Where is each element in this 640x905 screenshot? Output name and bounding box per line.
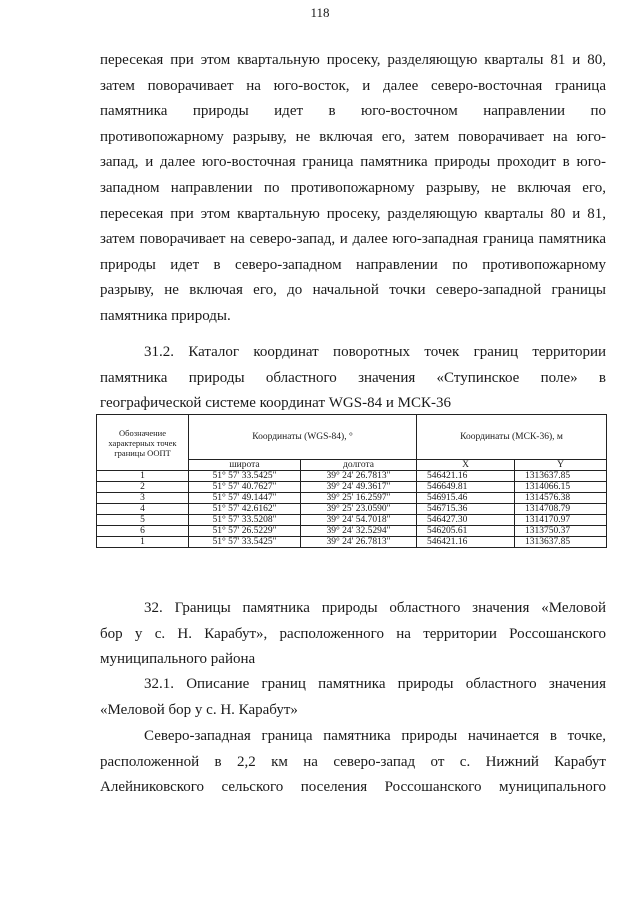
cell-point: 1 xyxy=(97,537,189,548)
text-line: затем поворачивает на северо-запад, и далее юго-западная граница памятника xyxy=(100,231,606,248)
cell-longitude: 39° 24' 49.3617" xyxy=(301,482,417,493)
cell-latitude: 51° 57' 26.5229" xyxy=(189,526,301,537)
text-line: бор у с. Н. Карабут», расположенного на территории Россошанского xyxy=(100,625,606,642)
cell-latitude: 51° 57' 42.6162" xyxy=(189,504,301,515)
paragraph-section-32-1-title xyxy=(100,672,606,723)
header-x: X xyxy=(417,460,515,471)
cell-longitude: 39° 25' 23.0590" xyxy=(301,504,417,515)
table-row xyxy=(97,493,607,504)
header-point-designation: Обозначение характерных точек границы ООПТ xyxy=(97,415,189,471)
cell-x: 546427.30 xyxy=(417,515,515,526)
coordinates-table xyxy=(96,414,607,548)
text-line: 32. Границы памятника природы областного значения «Меловой xyxy=(144,600,606,616)
text-line: памятника природы идет в юго-восточном направлении по xyxy=(100,103,606,120)
paragraph-karabut-description xyxy=(100,724,606,801)
text-line: разрыву, не включая его, до начальной точки северо-западной границы xyxy=(100,282,606,299)
cell-latitude: 51° 57' 33.5208" xyxy=(189,515,301,526)
cell-y: 1314066.15 xyxy=(515,482,607,493)
table-row xyxy=(97,482,607,493)
text-line: 31.2. Каталог координат поворотных точек границ территории xyxy=(144,344,606,360)
cell-point: 2 xyxy=(97,482,189,493)
text-line: затем поворачивает на юго-восток, и далее северо-восточная граница xyxy=(100,77,606,94)
cell-point: 3 xyxy=(97,493,189,504)
header-msk36: Координаты (МСК-36), м xyxy=(417,415,607,460)
text-line: 32.1. Описание границ памятника природы областного значения xyxy=(144,676,606,692)
table-row xyxy=(97,515,607,526)
header-y: Y xyxy=(515,460,607,471)
cell-y: 1314708.79 xyxy=(515,504,607,515)
text-line: природы идет в северо-западном направлении по противопожарному xyxy=(100,256,606,273)
cell-x: 546205.61 xyxy=(417,526,515,537)
paragraph-section-32-title xyxy=(100,596,606,673)
text-line: Северо-западная граница памятника природы начинается в точке, xyxy=(144,728,606,744)
text-line: противопожарному разрыву, не включая его, затем поворачивает на юго- xyxy=(100,128,606,145)
text-line: запад, и далее юго-восточная граница памятника природы проходит в юго- xyxy=(100,154,606,171)
cell-point: 6 xyxy=(97,526,189,537)
text-line: памятника природы. xyxy=(100,307,231,324)
text-line: «Меловой бор у с. Н. Карабут» xyxy=(100,701,298,718)
page-number: 118 xyxy=(310,5,330,20)
text-line: пересекая при этом квартальную просеку, разделяющую кварталы 80 и 81, xyxy=(100,205,606,222)
cell-y: 1313637.85 xyxy=(515,471,607,482)
cell-y: 1314170.97 xyxy=(515,515,607,526)
text-line: Алейниковского сельского поселения Россошанского муниципального xyxy=(100,779,606,796)
cell-x: 546649.81 xyxy=(417,482,515,493)
cell-latitude: 51° 57' 40.7627" xyxy=(189,482,301,493)
cell-x: 546715.36 xyxy=(417,504,515,515)
cell-point: 5 xyxy=(97,515,189,526)
header-longitude: долгота xyxy=(301,460,417,471)
header-latitude: широта xyxy=(189,460,301,471)
cell-longitude: 39° 24' 32.5294" xyxy=(301,526,417,537)
table-row xyxy=(97,537,607,548)
cell-y: 1313637.85 xyxy=(515,537,607,548)
cell-longitude: 39° 25' 16.2597" xyxy=(301,493,417,504)
cell-latitude: 51° 57' 49.1447" xyxy=(189,493,301,504)
cell-y: 1313750.37 xyxy=(515,526,607,537)
table-row xyxy=(97,504,607,515)
cell-latitude: 51° 57' 33.5425" xyxy=(189,471,301,482)
cell-point: 1 xyxy=(97,471,189,482)
cell-x: 546915.46 xyxy=(417,493,515,504)
cell-latitude: 51° 57' 33.5425" xyxy=(189,537,301,548)
text-line: пересекая при этом квартальную просеку, разделяющую кварталы 81 и 80, xyxy=(100,52,606,68)
text-line: расположенной в 2,2 км на северо-запад от с. Нижний Карабут xyxy=(100,753,606,770)
table-row xyxy=(97,471,607,482)
cell-point: 4 xyxy=(97,504,189,515)
text-line: западном направлении по противопожарному разрыву, не включая его, xyxy=(100,179,606,196)
text-line: муниципального района xyxy=(100,651,256,668)
paragraph-boundary-description xyxy=(100,48,606,330)
cell-x: 546421.16 xyxy=(417,537,515,548)
cell-y: 1314576.38 xyxy=(515,493,607,504)
cell-longitude: 39° 24' 54.7018" xyxy=(301,515,417,526)
paragraph-catalog-heading xyxy=(100,340,606,417)
cell-x: 546421.16 xyxy=(417,471,515,482)
cell-longitude: 39° 24' 26.7813" xyxy=(301,471,417,482)
cell-longitude: 39° 24' 26.7813" xyxy=(301,537,417,548)
text-line: географической системе координат WGS-84 и МСК-36 xyxy=(100,395,451,412)
header-wgs84: Координаты (WGS-84), ° xyxy=(189,415,417,460)
text-line: памятника природы областного значения «Ступинское поле» в xyxy=(100,369,606,386)
table-row xyxy=(97,526,607,537)
